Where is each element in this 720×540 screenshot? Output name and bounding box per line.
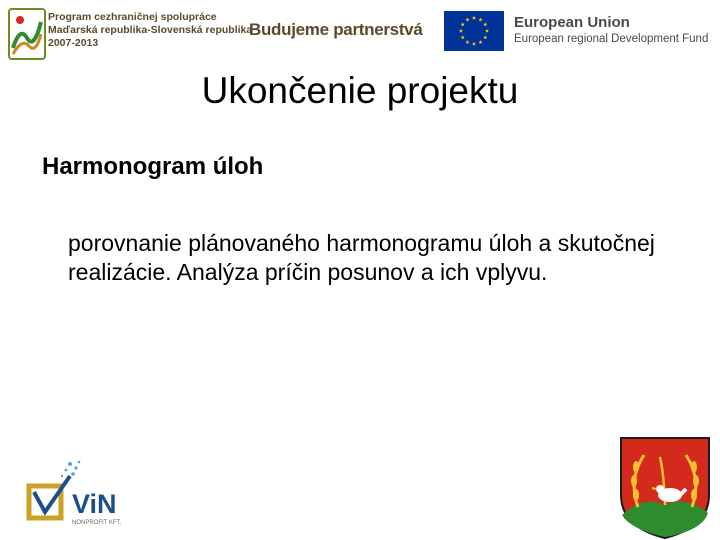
program-line: Maďarská republika-Slovenská republika xyxy=(48,24,253,36)
coat-of-arms-icon xyxy=(618,435,712,540)
vin-logo-subtext: NONPROFIT KFT. xyxy=(72,520,122,526)
eu-fund-name: European regional Development Fund xyxy=(514,33,709,45)
program-line: Program cezhraničnej spolupráce xyxy=(48,11,217,23)
slogan: Budujeme partnerstvá xyxy=(249,20,423,39)
body-text: porovnanie plánovaného harmonogramu úloh a skutočnej realizácie. Analýza príčin posunov a ich vplyvu. xyxy=(68,230,655,285)
vin-logo-icon xyxy=(26,458,144,540)
top-banner xyxy=(0,0,720,66)
program-logo-icon xyxy=(8,8,46,60)
eu-title: European Union xyxy=(514,14,630,31)
section-heading: Harmonogram úloh xyxy=(42,153,264,180)
program-line: 2007-2013 xyxy=(48,37,99,49)
eu-flag-icon xyxy=(444,11,504,51)
slide-title: Ukončenie projektu xyxy=(201,70,519,111)
vin-logo-text: ViN xyxy=(72,489,117,519)
program-name xyxy=(48,11,253,50)
